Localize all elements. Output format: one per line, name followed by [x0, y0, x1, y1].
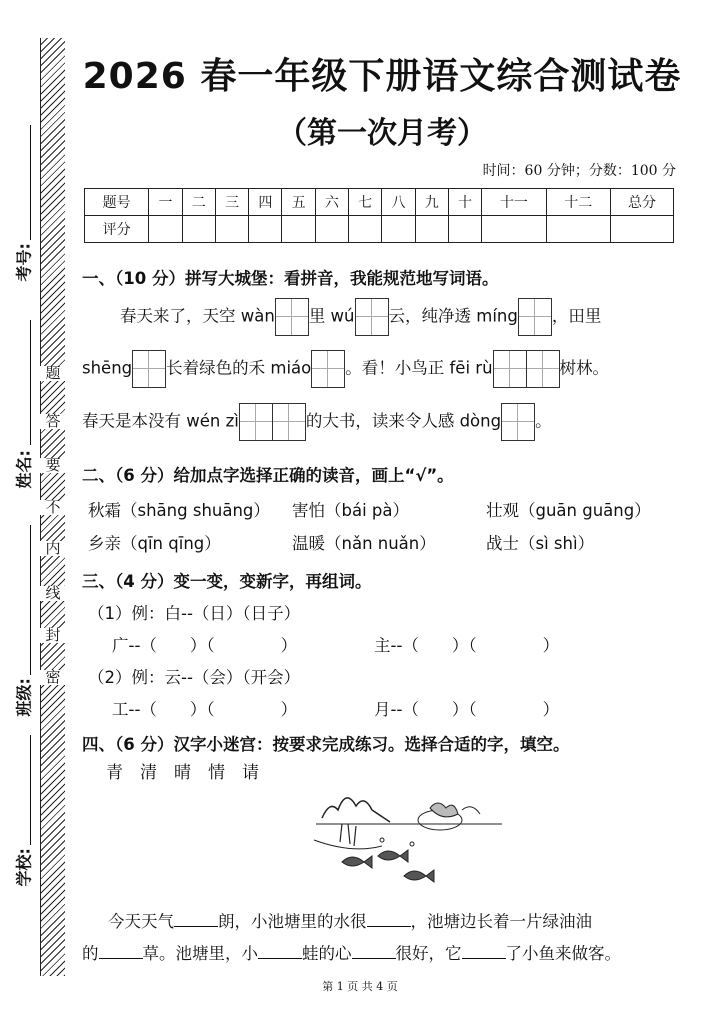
q1-line-3: [82, 403, 552, 441]
q1-text: 。: [535, 411, 552, 431]
score-cell[interactable]: [546, 216, 610, 243]
name-label: 姓名:: [14, 450, 34, 489]
q1-text: 的大书，读来令人感 dòng: [305, 411, 502, 431]
q1-text: 。看！小鸟正 fēi rù: [345, 358, 493, 378]
page-title: 2026 春一年级下册语文综合测试卷: [82, 56, 682, 97]
q4-heading: 四、（6 分）汉字小迷宫：按要求完成练习。选择合适的字，填空。: [82, 735, 570, 754]
fill-blank[interactable]: [367, 926, 411, 927]
pond-illustration: [312, 780, 502, 890]
score-value-row: [85, 216, 674, 243]
score-cell[interactable]: [149, 216, 182, 243]
fill-blank[interactable]: [258, 958, 302, 959]
q1-text: 云，纯净透 míng: [388, 306, 518, 326]
class-line[interactable]: [30, 525, 31, 675]
score-cell[interactable]: [349, 216, 382, 243]
q3-item[interactable]: 主--（ ）（ ）: [374, 636, 560, 655]
writing-box[interactable]: [273, 403, 306, 441]
score-header-cell: 一: [149, 189, 182, 216]
score-header-cell: 四: [249, 189, 282, 216]
class-label: 班级:: [14, 678, 34, 717]
writing-box[interactable]: [239, 403, 273, 441]
q3-example: （1）例：白--（日）（日子）: [88, 604, 301, 623]
writing-box[interactable]: [132, 350, 166, 388]
q2-option[interactable]: 乡亲（qīn qīng）: [88, 534, 221, 553]
q1-text: shēng: [82, 358, 133, 378]
writing-box[interactable]: [527, 350, 560, 388]
score-header-cell: 二: [182, 189, 215, 216]
score-header-cell: 十二: [546, 189, 610, 216]
q4-text: 朗，小池塘里的水很: [218, 912, 367, 931]
writing-box[interactable]: [275, 298, 309, 336]
writing-box[interactable]: [518, 298, 552, 336]
fill-blank[interactable]: [352, 958, 396, 959]
q4-characters: 青 清 晴 情 请: [106, 763, 259, 783]
page-subtitle: （第一次月考）: [277, 116, 487, 151]
q4-text: 了小鱼来做客。: [505, 944, 621, 963]
q3-item[interactable]: 工--（ ）（ ）: [112, 700, 298, 719]
q4-text: 蛙的心: [302, 944, 352, 963]
score-header-cell: 三: [215, 189, 248, 216]
score-cell[interactable]: [315, 216, 348, 243]
q4-sentence-1: [108, 908, 592, 932]
score-cell[interactable]: [415, 216, 448, 243]
q2-option[interactable]: 害怕（bái pà）: [292, 501, 409, 520]
q1-text: ，田里: [551, 306, 602, 326]
score-cell[interactable]: [448, 216, 481, 243]
q4-text: ，池塘边长着一片绿油油: [410, 912, 592, 931]
fill-blank[interactable]: [462, 958, 506, 959]
q1-text: 里 wú: [308, 306, 355, 326]
q1-line-2: [82, 350, 609, 388]
score-header-cell: 八: [382, 189, 415, 216]
seal-char: 线: [40, 586, 66, 601]
q4-text: 很好，它: [395, 944, 462, 963]
q3-heading: 三、（4 分）变一变，变新字，再组词。: [82, 572, 372, 591]
q1-line-1: [120, 298, 601, 336]
q4-text: 草。池塘里，小: [142, 944, 258, 963]
q4-text: 的: [82, 944, 99, 963]
q3-item[interactable]: 月--（ ）（ ）: [374, 700, 560, 719]
score-cell[interactable]: [482, 216, 546, 243]
fill-blank[interactable]: [174, 926, 218, 927]
q1-text: 春天是本没有 wén zì: [82, 411, 239, 431]
score-cell[interactable]: [249, 216, 282, 243]
writing-box[interactable]: [355, 298, 389, 336]
name-line[interactable]: [30, 320, 31, 445]
seal-char: 答: [40, 414, 66, 429]
q1-text: 春天来了，天空 wàn: [120, 306, 275, 326]
q1-text: 长着绿色的禾 miáo: [166, 358, 312, 378]
school-label: 学校:: [14, 848, 34, 887]
time-info: 时间：60 分钟；分数：100 分: [482, 163, 676, 179]
writing-box[interactable]: [311, 350, 345, 388]
q1-heading: 一、（10 分）拼写大城堡：看拼音，我能规范地写词语。: [82, 269, 499, 288]
q2-heading: 二、（6 分）给加点字选择正确的读音，画上“√”。: [82, 466, 454, 485]
q2-option[interactable]: 温暖（nǎn nuǎn）: [292, 534, 436, 553]
q4-sentence-2: [82, 940, 621, 964]
q2-option[interactable]: 战士（sì shì）: [486, 534, 595, 553]
seal-char: 封: [40, 628, 66, 643]
q2-option[interactable]: 壮观（guān guāng）: [486, 501, 651, 520]
q3-item[interactable]: 广--（ ）（ ）: [112, 636, 298, 655]
score-header-cell: 题号: [85, 189, 149, 216]
writing-box[interactable]: [493, 350, 527, 388]
score-header-cell: 七: [349, 189, 382, 216]
score-header-cell: 十一: [482, 189, 546, 216]
seal-char: 题: [40, 366, 66, 381]
score-header-cell: 五: [282, 189, 315, 216]
seal-char: 要: [40, 458, 66, 473]
score-table: [84, 188, 674, 243]
q2-option[interactable]: 秋霜（shāng shuāng）: [88, 501, 270, 520]
score-header-cell: 十: [448, 189, 481, 216]
exam-number-label: 考号:: [14, 243, 34, 282]
q3-example: （2）例：云--（会）（开会）: [88, 668, 301, 687]
q1-text: 树林。: [559, 358, 610, 378]
q4-text: 今天天气: [108, 912, 174, 931]
seal-char: 内: [40, 541, 66, 556]
score-header-cell: 总分: [611, 189, 674, 216]
score-cell[interactable]: [215, 216, 248, 243]
seal-char: 不: [40, 500, 66, 515]
page-footer: 第 1 页 共 4 页: [322, 980, 398, 993]
writing-box[interactable]: [501, 403, 535, 441]
score-header-cell: 六: [315, 189, 348, 216]
school-line[interactable]: [30, 735, 31, 845]
exam-number-line[interactable]: [30, 125, 31, 240]
score-cell[interactable]: [282, 216, 315, 243]
score-row-label: 评分: [85, 216, 149, 243]
score-cell[interactable]: [182, 216, 215, 243]
seal-char: 密: [40, 670, 66, 685]
score-cell[interactable]: [611, 216, 674, 243]
score-header-row: [85, 189, 674, 216]
score-header-cell: 九: [415, 189, 448, 216]
binding-margin: [0, 0, 70, 1018]
score-cell[interactable]: [382, 216, 415, 243]
fill-blank[interactable]: [99, 958, 143, 959]
